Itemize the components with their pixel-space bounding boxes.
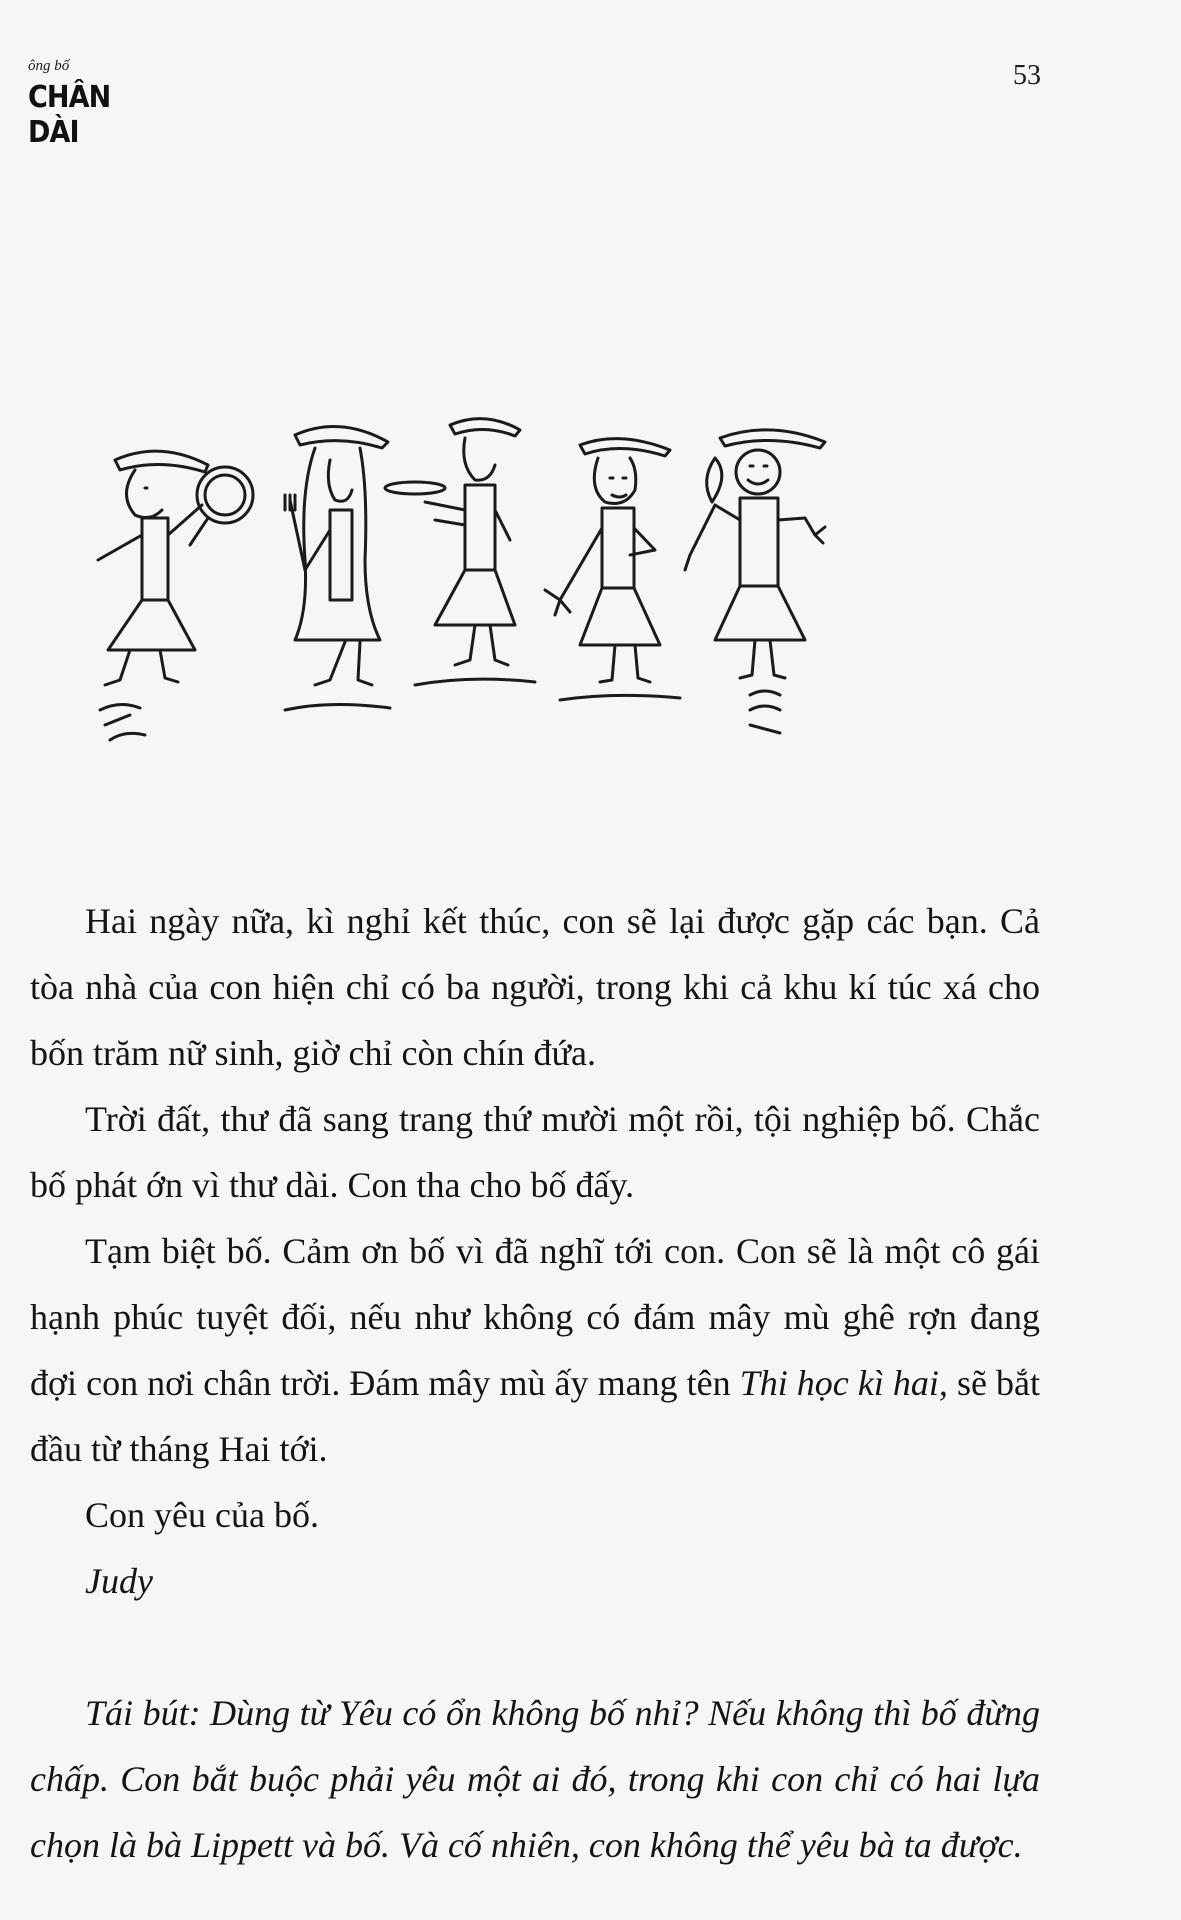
paragraph-3-start: Tạm biệt bố. Cảm ơn bố vì đã nghĩ tới con. Con sẽ là một cô gái hạnh phúc tuyệt đối, nếu như không có đám mây mù ghê rợn đang đợi con nơi chân trời. Đám mây mù ấy mang tên (30, 1231, 1040, 1403)
book-logo (28, 58, 138, 150)
logo-subtitle: ông bố (28, 58, 70, 74)
figure-garden-fork-icon (545, 439, 680, 700)
figure-plate-icon (385, 419, 535, 685)
logo-title: CHÂN DÀI (28, 80, 111, 150)
letter-text (30, 888, 1040, 1878)
paragraph-3 (30, 1218, 1040, 1482)
paragraph-1: Hai ngày nữa, kì nghỉ kết thúc, con sẽ lại được gặp các bạn. Cả tòa nhà của con hiện chỉ có ba người, trong khi cả khu kí túc xá cho bốn trăm nữ sinh, giờ chỉ còn chín đứa. (30, 901, 1040, 1073)
postscript: Tái bút: Dùng từ Yêu có ổn không bố nhỉ? Nếu không thì bố đừng chấp. Con bắt buộc phải yêu một ai đó, trong khi con chỉ có hai lựa chọn là bà Lippett và bố. Và cố nhiên, con không thể yêu bà ta được. (30, 1693, 1040, 1865)
closing-line: Con yêu của bố. (85, 1495, 319, 1535)
figure-racket-icon (98, 451, 253, 740)
signature: Judy (85, 1561, 153, 1601)
figure-flower-icon (685, 430, 825, 733)
page-number: 53 (1013, 60, 1041, 91)
paragraph-2: Trời đất, thư đã sang trang thứ mười một rồi, tội nghiệp bố. Chắc bố phát ớn vì thư dài. Con tha cho bố đấy. (30, 1099, 1040, 1205)
paragraph-3-italic: Thi học kì hai, (739, 1363, 948, 1403)
stick-figure-illustration (90, 410, 970, 750)
figure-fork-icon (285, 426, 390, 710)
paragraph-3-end: sẽ bắt đầu từ tháng Hai tới. (30, 1363, 1041, 1469)
